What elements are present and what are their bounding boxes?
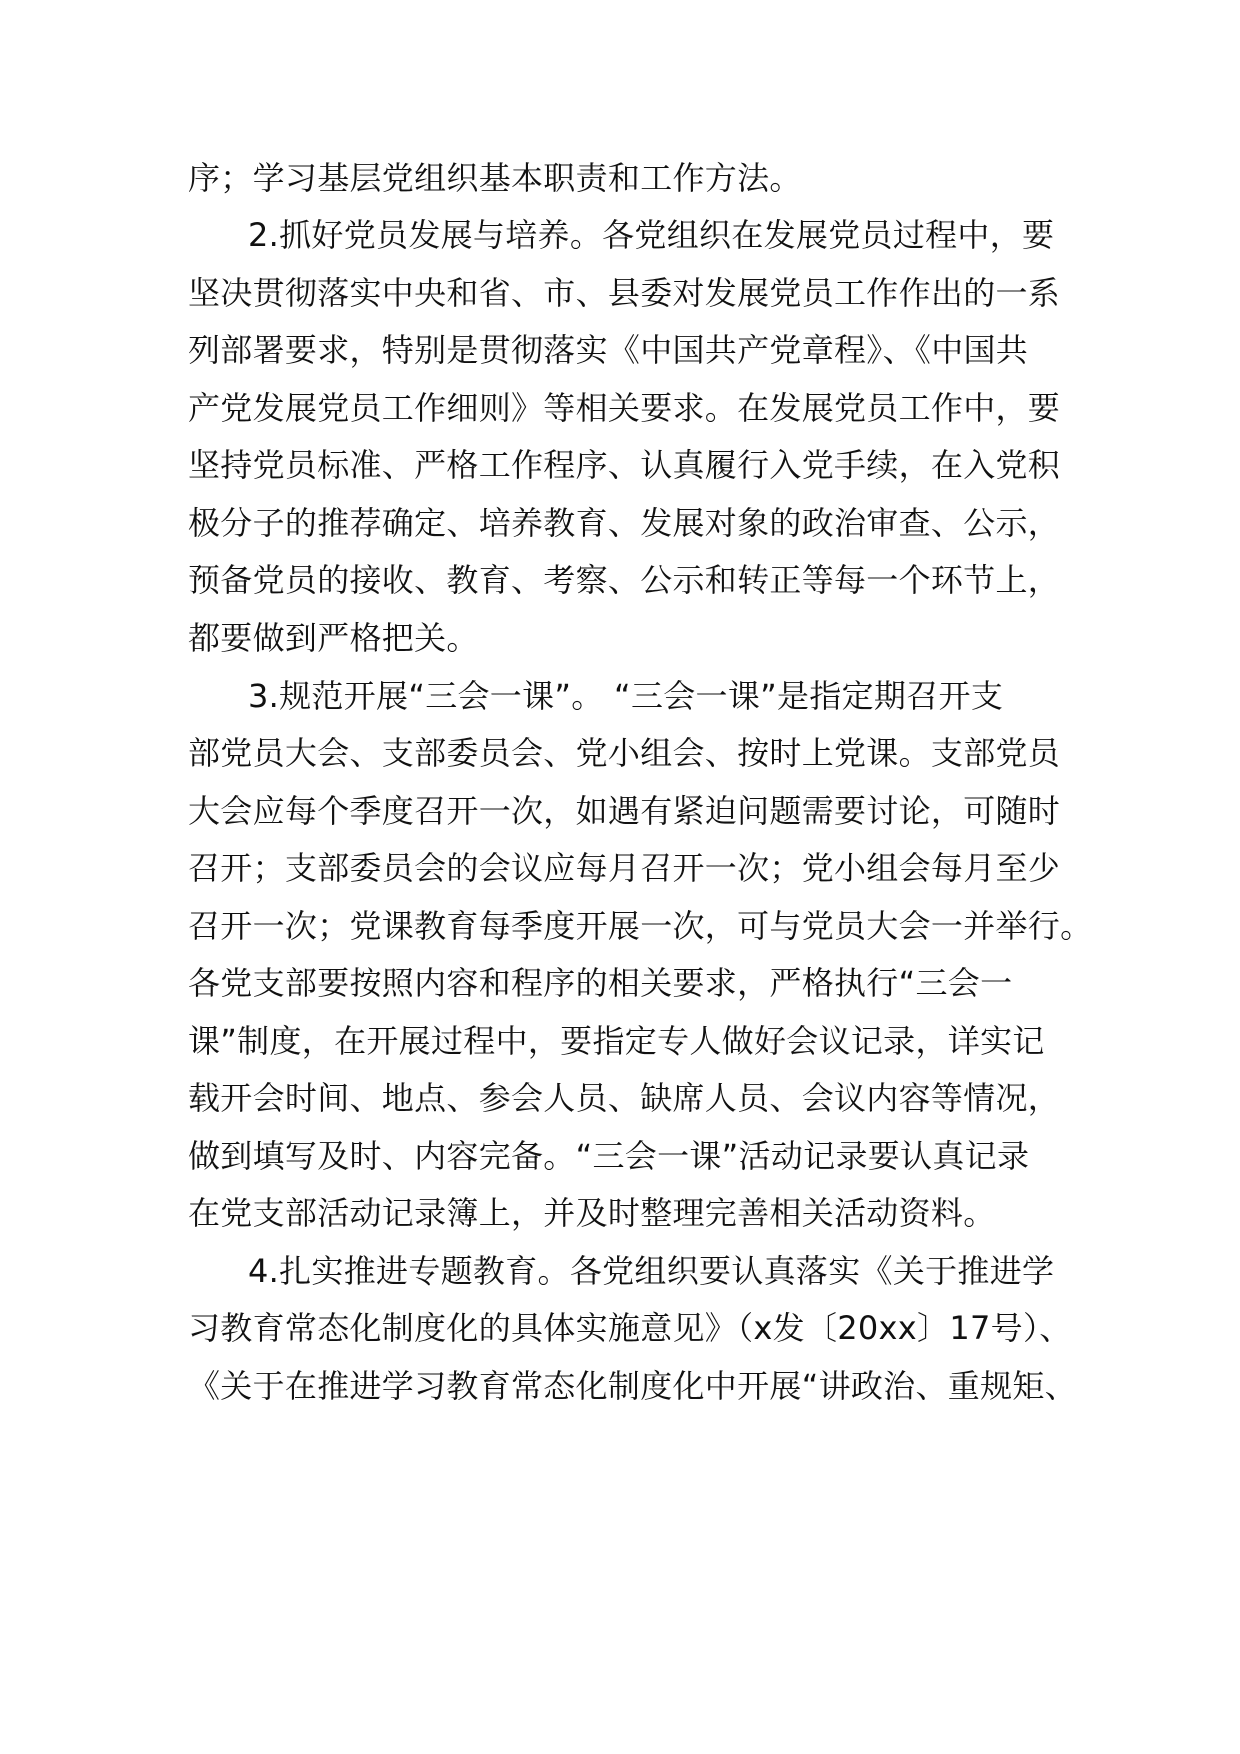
paragraph-line: 召开一次；党课教育每季度开展一次，可与党员大会一并举行。 [188,907,1093,945]
paragraph-line: 在党支部活动记录簿上，并及时整理完善相关活动资料。 [188,1194,996,1232]
paragraph-line: 习教育常态化制度化的具体实施意见》（x发〔20xx〕17号）、 [188,1309,1072,1347]
paragraph-line: 召开；支部委员会的会议应每月召开一次；党小组会每月至少 [188,849,1061,887]
paragraph-line: 序；学习基层党组织基本职责和工作方法。 [188,159,802,197]
paragraph-line: 坚决贯彻落实中央和省、市、县委对发展党员工作作出的一系 [188,274,1061,312]
paragraph-line: 课”制度，在开展过程中，要指定专人做好会议记录，详实记 [188,1022,1045,1060]
paragraph-line: 各党支部要按照内容和程序的相关要求，严格执行“三会一 [188,964,1013,1002]
paragraph-line: 部党员大会、支部委员会、党小组会、按时上党课。支部党员 [188,734,1061,772]
paragraph-line: 2.抓好党员发展与培养。各党组织在发展党员过程中，要 [248,216,1055,254]
paragraph-line: 4.扎实推进专题教育。各党组织要认真落实《关于推进学 [248,1252,1055,1290]
paragraph-line: 大会应每个季度召开一次，如遇有紧迫问题需要讨论，可随时 [188,792,1061,830]
paragraph-line: 极分子的推荐确定、培养教育、发展对象的政治审查、公示， [188,504,1061,542]
paragraph-line: 坚持党员标准、严格工作程序、认真履行入党手续，在入党积 [188,446,1061,484]
paragraph-line: 都要做到严格把关。 [188,619,479,657]
paragraph-line: 做到填写及时、内容完备。“三会一课”活动记录要认真记录 [188,1137,1030,1175]
paragraph-line: 3.规范开展“三会一课”。 “三会一课”是指定期召开支 [248,677,1004,715]
paragraph-line: 《关于在推进学习教育常态化制度化中开展“讲政治、重规矩、 [188,1367,1077,1405]
paragraph-line: 列部署要求，特别是贯彻落实《中国共产党章程》、《中国共 [188,331,1029,369]
paragraph-line: 载开会时间、地点、参会人员、缺席人员、会议内容等情况， [188,1079,1061,1117]
paragraph-line: 预备党员的接收、教育、考察、公示和转正等每一个环节上， [188,561,1061,599]
paragraph-line: 产党发展党员工作细则》等相关要求。在发展党员工作中，要 [188,389,1061,427]
